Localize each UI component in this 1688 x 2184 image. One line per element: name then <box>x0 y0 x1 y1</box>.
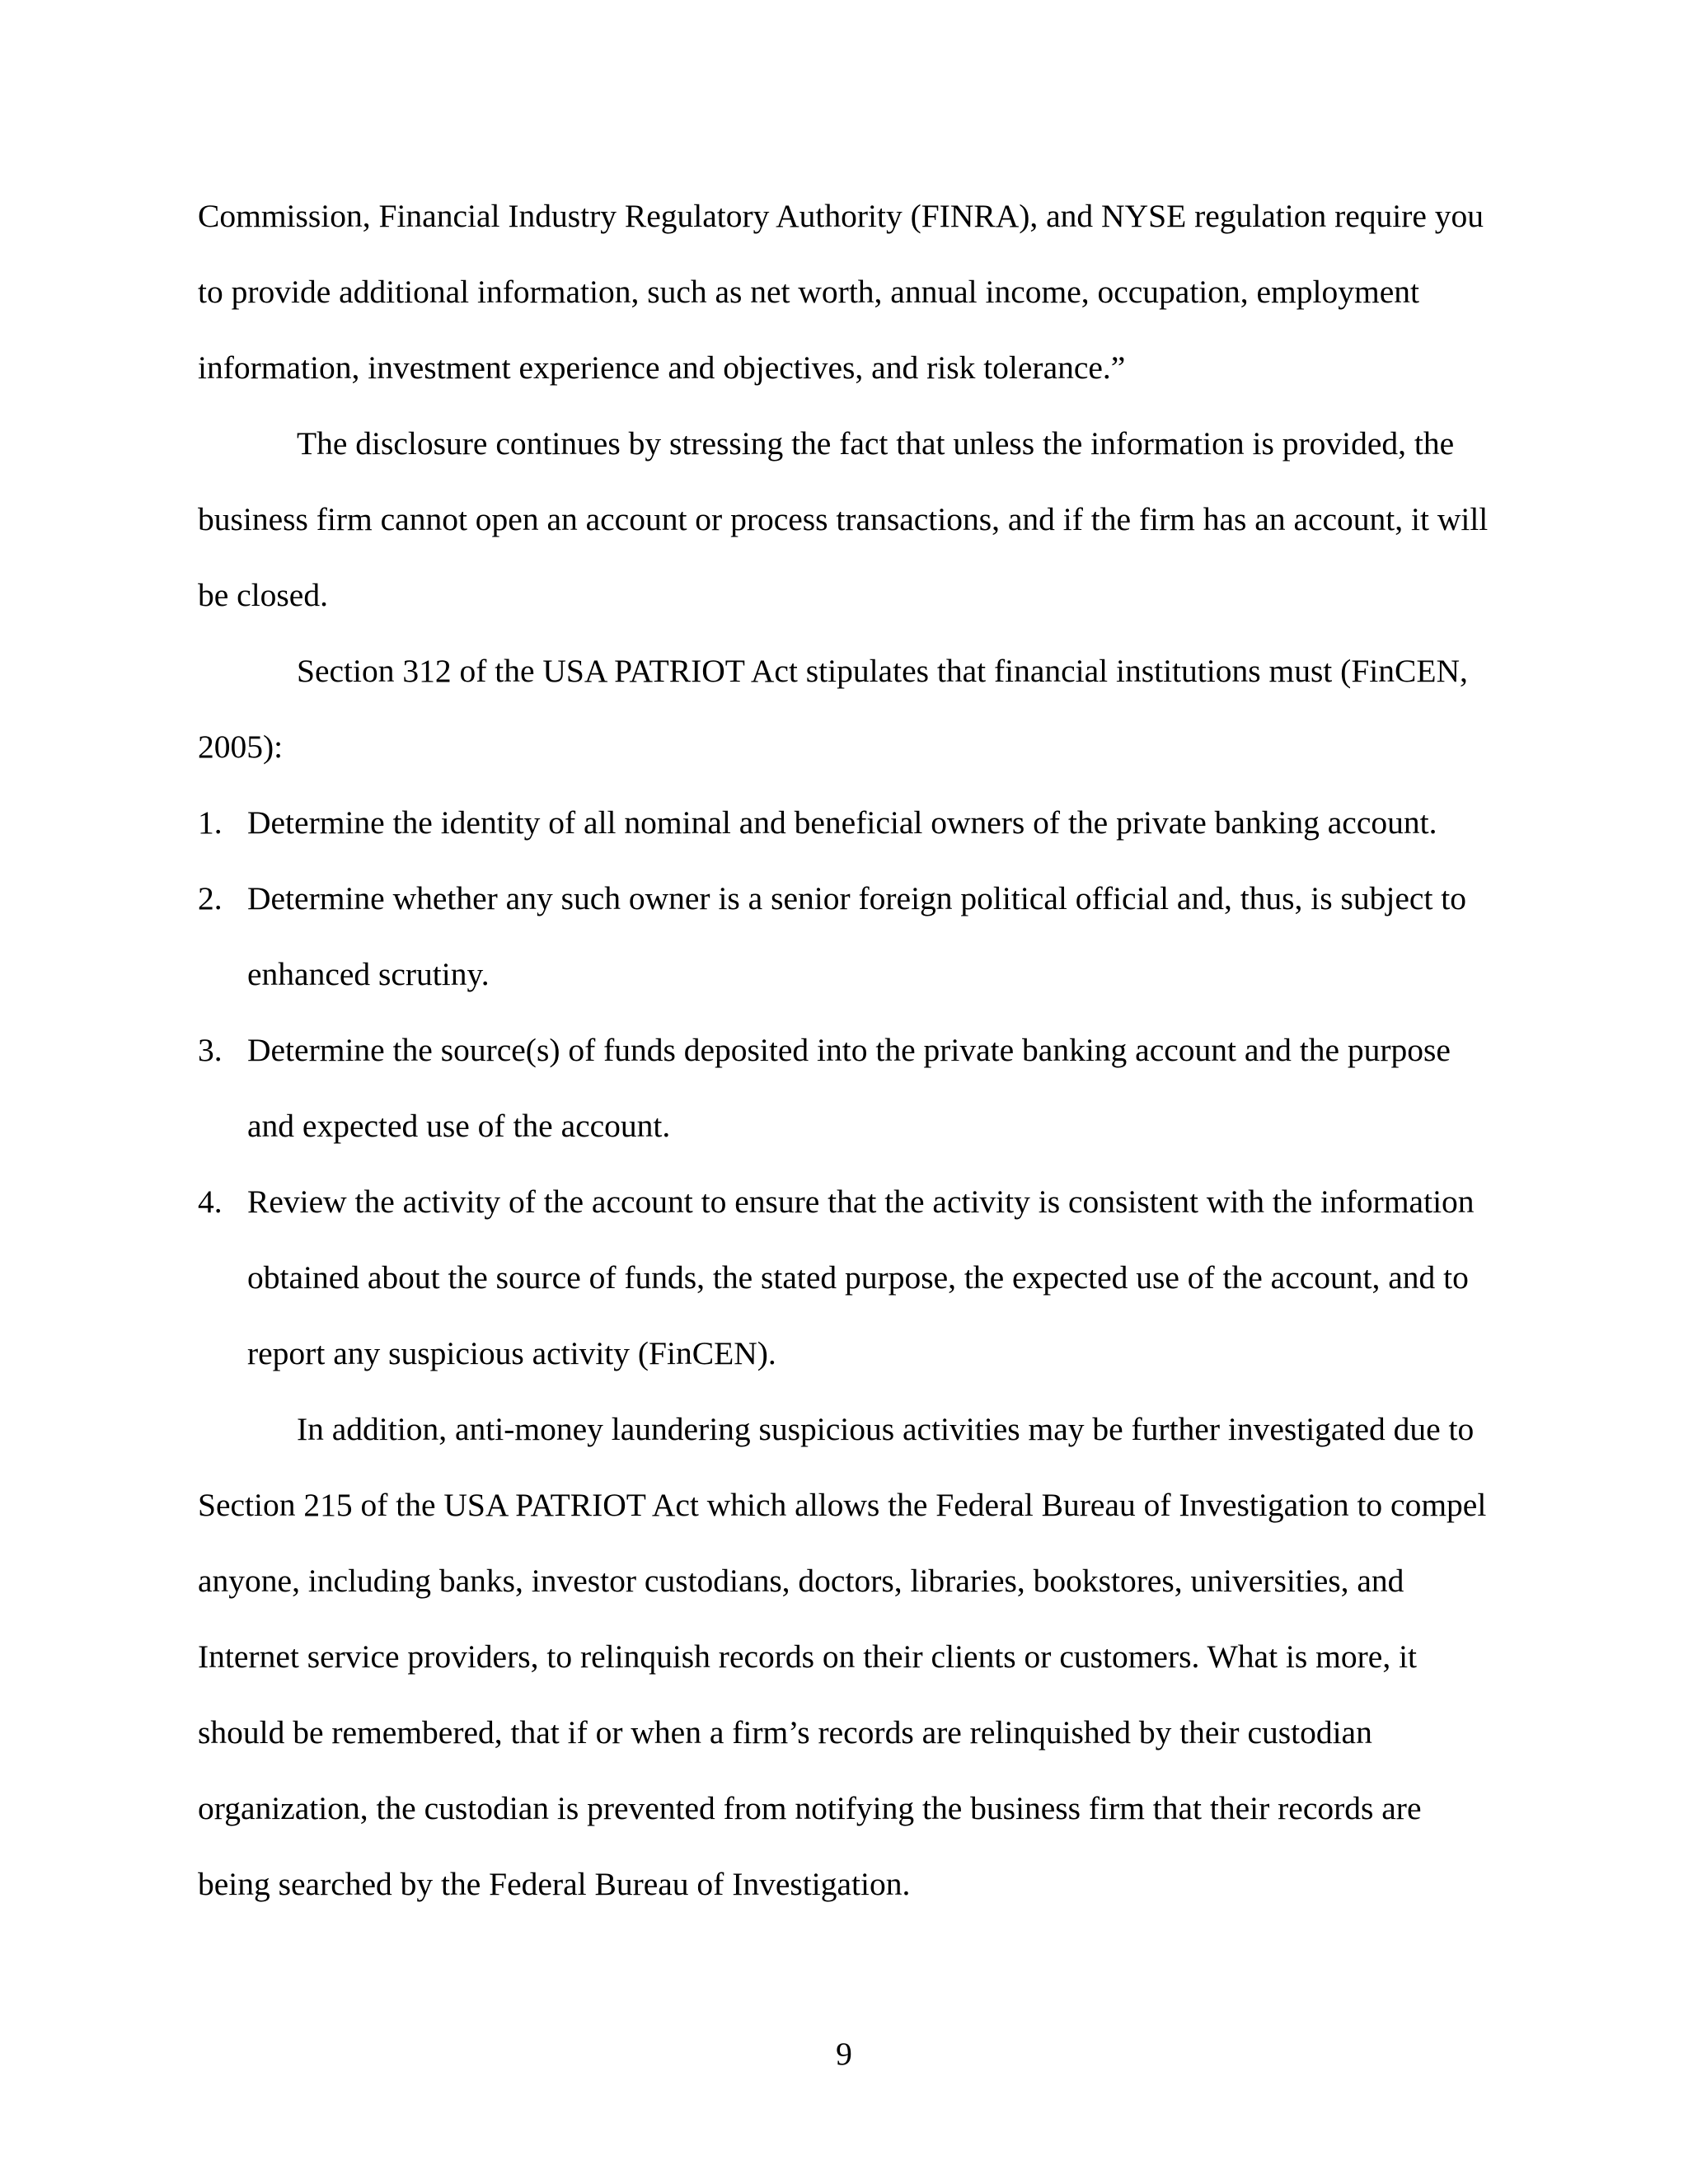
list-item <box>198 860 1492 1012</box>
paragraph-continuation: Commission, Financial Industry Regulatory Authority (FINRA), and NYSE regulation require you to provide additional information, such as net worth, annual income, occupation, employment information, investment experience and objectives, and risk tolerance.” <box>198 198 1484 386</box>
page-number: 9 <box>836 2036 852 2072</box>
list-item <box>198 1164 1492 1391</box>
list-item-text: Determine the identity of all nominal and beneficial owners of the private banking account. <box>247 804 1437 841</box>
paragraph-section-312: Section 312 of the USA PATRIOT Act stipulates that financial institutions must (FinCEN, 2005): <box>198 653 1468 765</box>
paragraph-section-215: In addition, anti-money laundering suspicious activities may be further investigated due to Section 215 of the USA PATRIOT Act which allows the Federal Bureau of Investigation to compel anyone, including banks, investor custodians, doctors, libraries, bookstores, universities, and Internet service providers, to relinquish records on their clients or customers. What is more, it should be remembered, that if or when a firm’s records are relinquished by their custodian organization, the custodian is prevented from notifying the business firm that their records are being searched by the Federal Bureau of Investigation. <box>198 1411 1487 1902</box>
list-item-text: Determine the source(s) of funds deposited into the private banking account and the purpose and expected use of the account. <box>247 1032 1451 1144</box>
list-item-number: 2. <box>198 880 223 916</box>
list-item-text: Determine whether any such owner is a senior foreign political official and, thus, is subject to enhanced scrutiny. <box>247 880 1467 992</box>
list-item <box>198 785 1492 860</box>
list-item <box>198 1012 1492 1164</box>
list-item-text: Review the activity of the account to ensure that the activity is consistent with the information obtained about the source of funds, the stated purpose, the expected use of the account, and to report any suspicious activity (FinCEN). <box>247 1183 1475 1371</box>
paragraph-disclosure: The disclosure continues by stressing the fact that unless the information is provided, the business firm cannot open an account or process transactions, and if the firm has an account, it will be closed. <box>198 425 1489 613</box>
requirements-list <box>198 785 1492 1391</box>
body-text <box>198 178 1492 1922</box>
list-item-number: 1. <box>198 804 223 841</box>
list-item-number: 4. <box>198 1183 223 1220</box>
list-item-number: 3. <box>198 1032 223 1068</box>
